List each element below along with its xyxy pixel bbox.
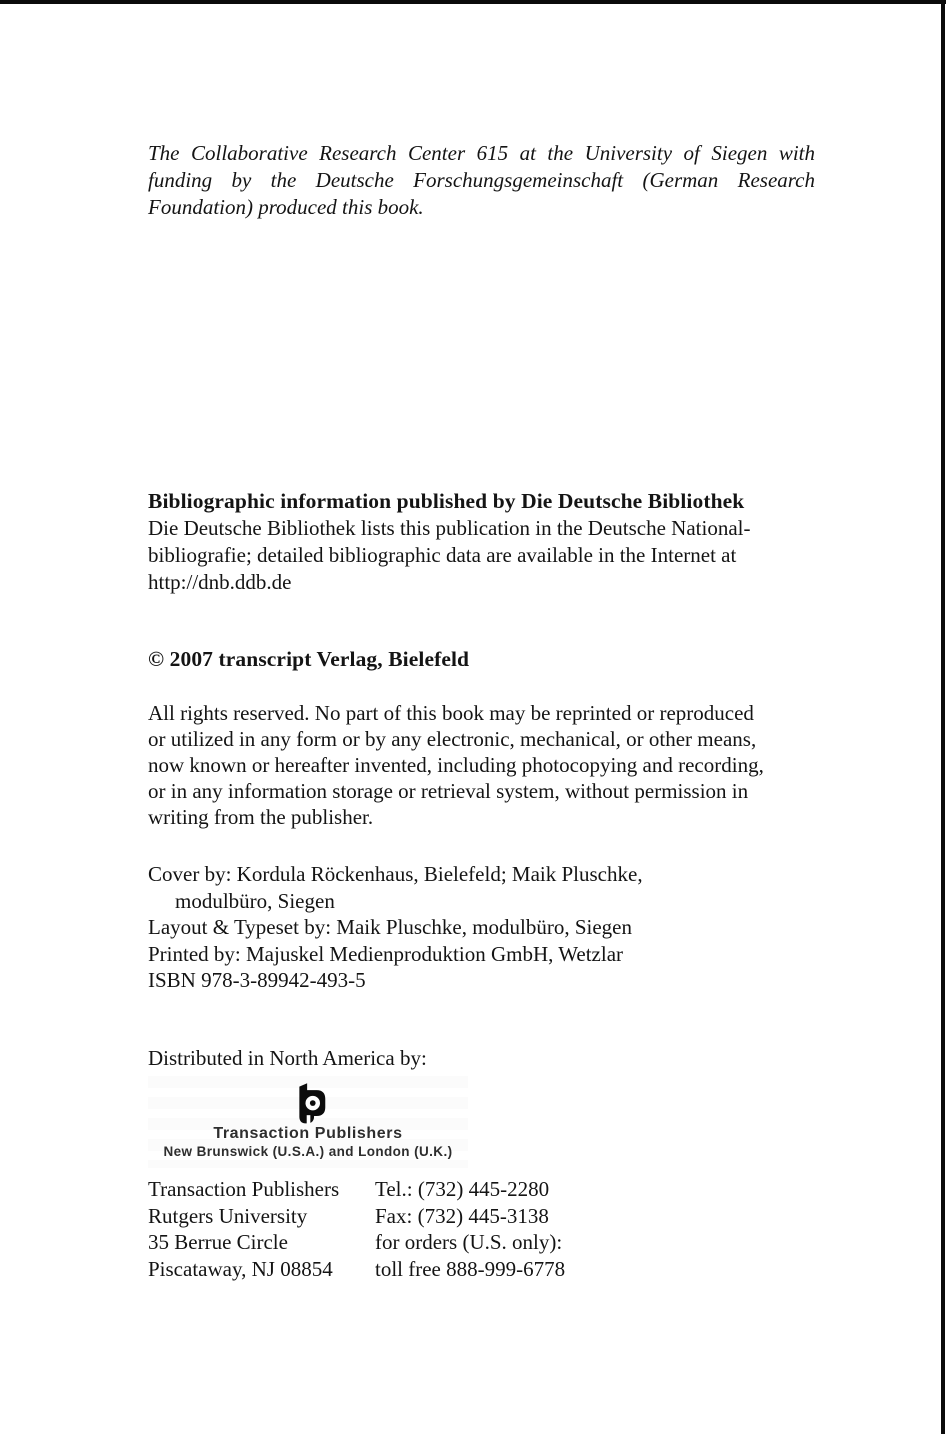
cover-credit-line: Cover by: Kordula Röckenhaus, Bielefeld; Maik Pluschke, — [148, 862, 643, 886]
funding-note-line: Foundation) produced this book. — [148, 195, 424, 219]
bibliographic-info — [148, 488, 815, 596]
distributor-name: Transaction Publishers — [148, 1177, 340, 1201]
rights-line: now known or hereafter invented, including photocopying and recording, — [148, 753, 764, 777]
distributor-street: 35 Berrue Circle — [148, 1230, 288, 1255]
rights-notice — [148, 700, 815, 830]
rights-line: writing from the publisher. — [148, 805, 374, 829]
contact-row — [148, 1203, 815, 1230]
transaction-publishers-logo — [148, 1076, 468, 1168]
cover-credit-line: modulbüro, Siegen — [175, 888, 335, 913]
logo-publisher-locations: New Brunswick (U.S.A.) and London (U.K.) — [163, 1144, 453, 1159]
contact-row — [148, 1256, 815, 1283]
distributor-tollfree: toll free 888-999-6778 — [375, 1256, 566, 1281]
logo-publisher-name: Transaction Publishers — [213, 1125, 403, 1142]
scan-edge-right — [941, 0, 945, 1434]
bibliographic-line: bibliografie; detailed bibliographic data are available in the Internet at — [148, 543, 737, 567]
distributor-university: Rutgers University — [148, 1203, 308, 1228]
rights-line: or in any information storage or retrieval system, without permission in — [148, 779, 749, 803]
transaction-publishers-ta-icon — [148, 1083, 468, 1124]
distributor-city: Piscataway, NJ 08854 — [148, 1256, 333, 1281]
rights-line: All rights reserved. No part of this book may be reprinted or reproduced — [148, 701, 754, 725]
funding-note-line: funding by the Deutsche Forschungsgemeinschaft (German Research — [148, 168, 815, 192]
isbn-line: ISBN 978-3-89942-493-5 — [148, 968, 366, 992]
funding-note — [148, 140, 815, 221]
funding-note-line: The Collaborative Research Center 615 at the University of Siegen with — [148, 141, 815, 165]
scan-edge-top — [0, 0, 946, 4]
distribution-intro: Distributed in North America by: — [148, 1046, 427, 1070]
copyright-line: © 2007 transcript Verlag, Bielefeld — [148, 647, 470, 671]
distributor-fax: Fax: (732) 445-3138 — [375, 1203, 549, 1228]
rights-line: or utilized in any form or by any electronic, mechanical, or other means, — [148, 727, 757, 751]
distributor-orders-note: for orders (U.S. only): — [375, 1230, 563, 1255]
credits — [148, 861, 815, 994]
contact-row — [148, 1229, 815, 1256]
distributor-contact — [148, 1176, 815, 1282]
printer-credit-line: Printed by: Majuskel Medienproduktion GmbH, Wetzlar — [148, 941, 624, 966]
bibliographic-heading: Bibliographic information published by Die Deutsche Bibliothek — [148, 489, 745, 513]
bibliographic-line: Die Deutsche Bibliothek lists this publication in the Deutsche National- — [148, 516, 751, 540]
dnb-url: http://dnb.ddb.de — [148, 570, 292, 594]
distributor-tel: Tel.: (732) 445-2280 — [375, 1177, 550, 1201]
contact-row — [148, 1176, 815, 1203]
layout-credit-line: Layout & Typeset by: Maik Pluschke, modulbüro, Siegen — [148, 915, 633, 939]
